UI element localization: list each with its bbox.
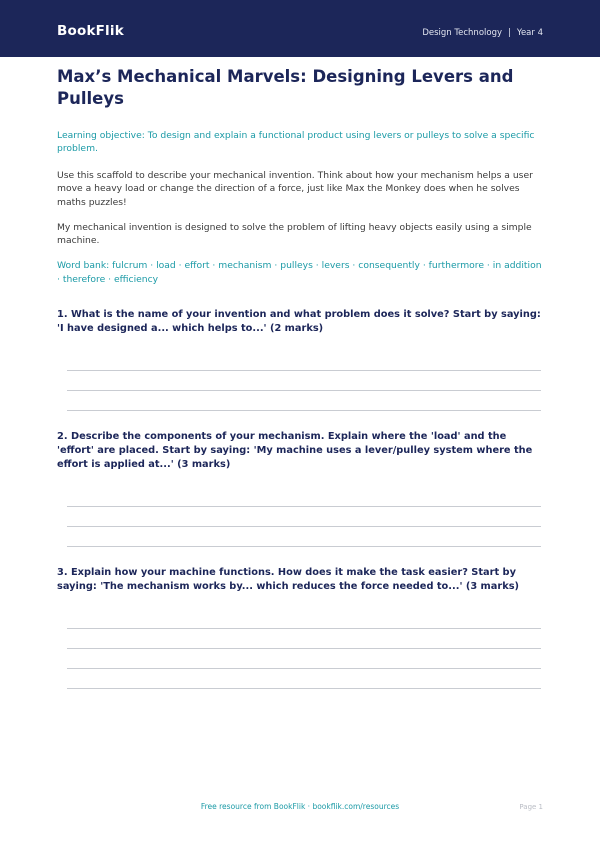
answer-line <box>67 506 541 507</box>
worksheet-body <box>57 66 543 689</box>
question-2: 2. Describe the components of your mechanism. Explain where the 'load' and the 'effort' are placed. Start by saying: 'My machine uses a lever/pulley system where the effort is applied at...' (3 marks) <box>57 431 533 471</box>
answer-line <box>67 410 541 411</box>
breadcrumb-separator: | <box>508 28 511 38</box>
year-label: Year 4 <box>516 28 543 38</box>
page-header <box>0 0 600 57</box>
subject-breadcrumb <box>422 28 543 38</box>
answer-line <box>67 648 541 649</box>
answer-line <box>67 390 541 391</box>
answer-line <box>67 668 541 669</box>
answer-line <box>67 628 541 629</box>
answer-area-3[interactable] <box>67 628 541 689</box>
page-title: Max’s Mechanical Marvels: Designing Levers and Pulleys <box>57 67 514 108</box>
intro-paragraph: Use this scaffold to describe your mechanical invention. Think about how your mechanism helps a user move a heavy load or change the direction of a force, just like Max the Monkey does when he solves maths puzzles! <box>57 170 533 208</box>
answer-line <box>67 526 541 527</box>
sentence-starter: My mechanical invention is designed to solve the problem of lifting heavy objects easily using a simple machine. <box>57 221 532 247</box>
word-bank: Word bank: fulcrum · load · effort · mechanism · pulleys · levers · consequently · furthermore · in addition · therefore · efficiency <box>57 260 542 285</box>
page-number: Page 1 <box>519 803 543 811</box>
question-3: 3. Explain how your machine functions. How does it make the task easier? Start by saying: 'The mechanism works by... which reduces the force needed to...' (3 marks) <box>57 567 520 593</box>
brand-logo: BookFlik <box>57 23 124 39</box>
learning-objective: Learning objective: To design and explain a functional product using levers or pulleys to solve a specific problem. <box>57 130 535 154</box>
answer-line <box>67 546 541 547</box>
answer-line <box>67 688 541 689</box>
subject-label: Design Technology <box>422 28 503 38</box>
answer-area-1[interactable] <box>67 370 541 411</box>
answer-area-2[interactable] <box>67 506 541 547</box>
footer-credit[interactable]: Free resource from BookFlik · bookflik.com/resources <box>200 802 400 811</box>
question-1: 1. What is the name of your invention and what problem does it solve? Start by saying: 'I have designed a... which helps to...' (2 marks) <box>57 309 541 335</box>
answer-line <box>67 370 541 371</box>
